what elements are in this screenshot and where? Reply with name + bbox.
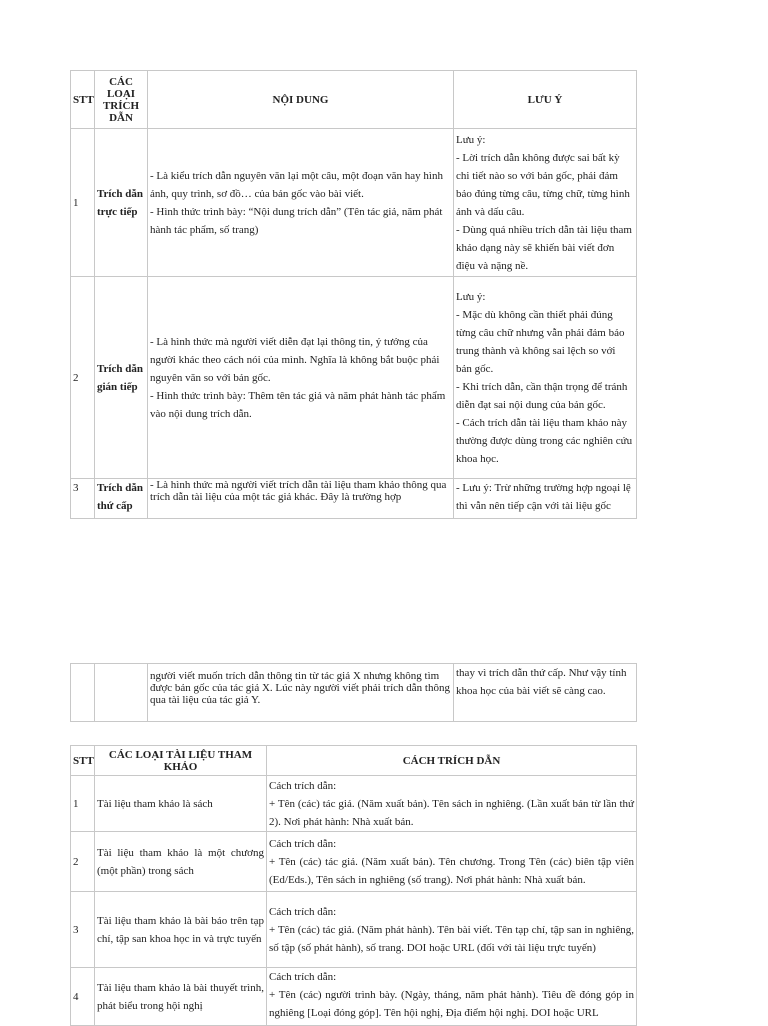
reference-types-table (70, 745, 637, 1026)
table-row (71, 129, 637, 277)
row-citation-method: Cách trích dẫn: + Tên (các) tác giả. (Năm xuất bản). Tên chương. Trong Tên (các) biên tập viên (Ed/Eds.), Tên sách in nghiêng (số trang). Nơi phát hành: Nhà xuất bản. (267, 832, 637, 892)
header-note: LƯU Ý (454, 71, 637, 129)
row-stt: 3 (71, 479, 95, 519)
row-type-empty (95, 664, 148, 722)
row-content: - Là hình thức mà người viết trích dẫn tài liệu tham khảo thông qua trích dẫn tài liệu của một tác giả khác. Đây là trường hợp (148, 479, 454, 519)
header-stt: STT (71, 746, 95, 776)
row-note: thay vì trích dẫn thứ cấp. Như vậy tính khoa học của bài viết sẽ càng cao. (454, 664, 637, 722)
row-note: Lưu ý: - Lời trích dẫn không được sai bất kỳ chi tiết nào so với bản gốc, phải đảm bảo đúng từng câu, từng chữ, từng hình ảnh và dấu câu. - Dùng quá nhiều trích dẫn tài liệu tham khảo dạng này sẽ khiến bài viết đơn điệu và nặng nề. (454, 129, 637, 277)
header-citation-method: CÁCH TRÍCH DẪN (267, 746, 637, 776)
row-reference-type: Tài liệu tham khảo là sách (95, 776, 267, 832)
row-stt-empty (71, 664, 95, 722)
citation-types-table (70, 70, 637, 519)
table-row (71, 892, 637, 968)
row-citation-method: Cách trích dẫn: + Tên (các) tác giả. (Năm phát hành). Tên bài viết. Tên tạp chí, tập san in nghiêng, số tập (số phát hành), số trang. DOI hoặc URL (đối với tài liệu trực tuyến) (267, 892, 637, 968)
row-content: - Là kiểu trích dẫn nguyên văn lại một câu, một đoạn văn hay hình ảnh, quy trình, sơ đồ… của bản gốc vào bài viết. - Hình thức trình bày: “Nội dung trích dẫn” (Tên tác giả, năm phát hành tác phẩm, số trang) (148, 129, 454, 277)
row-citation-method: Cách trích dẫn: + Tên (các) tác giả. (Năm xuất bản). Tên sách in nghiêng. (Lần xuất bản từ lần thứ 2). Nơi phát hành: Nhà xuất bản. (267, 776, 637, 832)
row-content: - Là hình thức mà người viết diễn đạt lại thông tin, ý tưởng của người khác theo cách nói của mình. Nghĩa là không bắt buộc phải nguyên văn so với bản gốc. - Hình thức trình bày: Thêm tên tác giả và năm phát hành tác phẩm vào nội dung trích dẫn. (148, 277, 454, 479)
row-note: - Lưu ý: Trừ những trường hợp ngoại lệ thì vẫn nên tiếp cận với tài liệu gốc (454, 479, 637, 519)
row-note: Lưu ý: - Mặc dù không cần thiết phải đúng từng câu chữ nhưng vẫn phải đảm bảo trung thành và không sai lệch so với bản gốc. - Khi trích dẫn, cần thận trọng để tránh diễn đạt sai nội dung của bản gốc. - Cách trích dẫn tài liệu tham khảo này thường được dùng trong các nghiên cứu khoa học. (454, 277, 637, 479)
table-row (71, 479, 637, 519)
header-stt: STT (71, 71, 95, 129)
table-row (71, 968, 637, 1026)
row-stt: 2 (71, 277, 95, 479)
row-stt: 2 (71, 832, 95, 892)
table-row (71, 664, 637, 722)
table-row (71, 832, 637, 892)
table-row (71, 776, 637, 832)
row-reference-type: Tài liệu tham khảo là bài báo trên tạp chí, tập san khoa học in và trực tuyến (95, 892, 267, 968)
row-reference-type: Tài liệu tham khảo là một chương (một phần) trong sách (95, 832, 267, 892)
row-stt: 3 (71, 892, 95, 968)
row-stt: 1 (71, 776, 95, 832)
header-reference-type: CÁC LOẠI TÀI LIỆU THAM KHẢO (95, 746, 267, 776)
header-citation-type: CÁC LOẠI TRÍCH DẪN (95, 71, 148, 129)
row-citation-method: Cách trích dẫn: + Tên (các) người trình bày. (Ngày, tháng, năm phát hành). Tiêu đề đóng góp in nghiêng [Loại đóng góp]. Tên hội nghị, Địa điểm hội nghị. DOI hoặc URL (267, 968, 637, 1026)
table-row (71, 277, 637, 479)
row-stt: 4 (71, 968, 95, 1026)
table-header-row (71, 71, 637, 129)
row-citation-type: Trích dẫn thứ cấp (95, 479, 148, 519)
header-content: NỘI DUNG (148, 71, 454, 129)
table-header-row (71, 746, 637, 776)
row-citation-type: Trích dẫn gián tiếp (95, 277, 148, 479)
row-stt: 1 (71, 129, 95, 277)
row-content: người viết muốn trích dẫn thông tin từ tác giả X nhưng không tìm được bản gốc của tác giả X. Lúc này người viết phải trích dẫn thông qua tài liệu của tác giả Y. (148, 664, 454, 722)
row-citation-type: Trích dẫn trực tiếp (95, 129, 148, 277)
row-reference-type: Tài liệu tham khảo là bài thuyết trình, phát biểu trong hội nghị (95, 968, 267, 1026)
citation-types-continuation-table (70, 663, 637, 722)
